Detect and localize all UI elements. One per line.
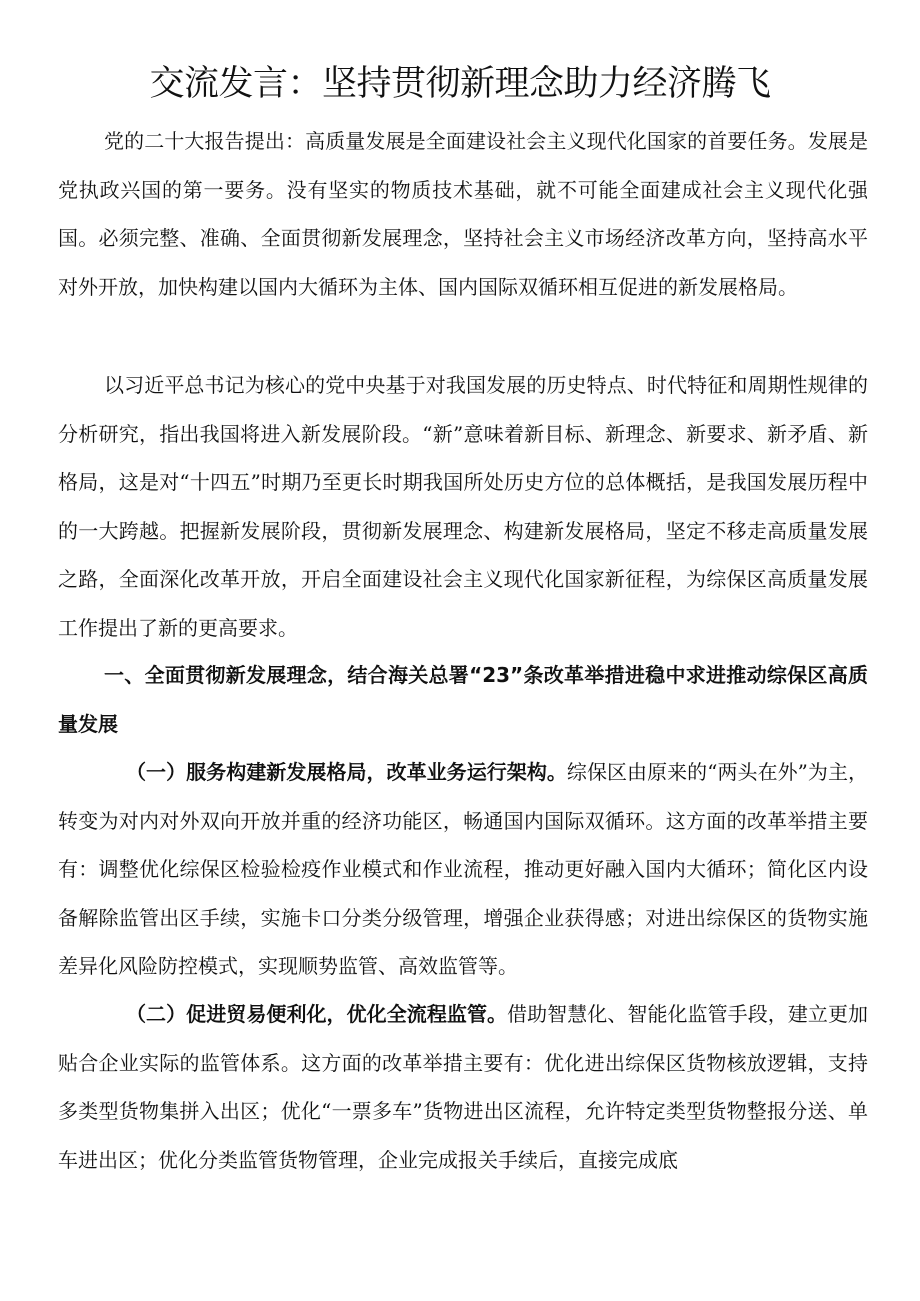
subsection-lead-1: （一）服务构建新发展格局，改革业务运行架构。: [126, 760, 567, 784]
subsection-lead-2: （二）促进贸易便利化，优化全流程监管。: [126, 1002, 508, 1026]
section-heading-1: 一、全面贯彻新发展理念，结合海关总署“23”条改革举措进稳中求进推动综保区高质量发展: [58, 663, 868, 736]
paragraph-intro: 党的二十大报告提出：高质量发展是全面建设社会主义现代化国家的首要任务。发展是党执政兴国的第一要务。没有坚实的物质技术基础，就不可能全面建成社会主义现代化强国。必须完整、准确、全面贯彻新发展理念，坚持社会主义市场经济改革方向，坚持高水平对外开放，加快构建以国内大循环为主体、国内国际双循环相互促进的新发展格局。: [58, 129, 868, 299]
subsection-paragraph-2: [58, 990, 868, 1184]
subsection-paragraph-1: [58, 748, 868, 991]
subsection-body-1: 综保区由原来的“两头在外”为主，转变为对内对外双向开放并重的经济功能区，畅通国内国际双循环。这方面的改革举措主要有：调整优化综保区检验检疫作业模式和作业流程，推动更好融入国内大循环；简化区内设备解除监管出区手续，实施卡口分类分级管理，增强企业获得感；对进出综保区的货物实施差异化风险防控模式，实现顺势监管、高效监管等。: [58, 760, 868, 978]
subsection-body-2: 借助智慧化、智能化监管手段，建立更加贴合企业实际的监管体系。这方面的改革举措主要有：优化进出综保区货物核放逻辑，支持多类型货物集拼入出区；优化“一票多车”货物进出区流程，允许特定类型货物整报分送、单车进出区；优化分类监管货物管理，企业完成报关手续后，直接完成底: [58, 1002, 869, 1172]
paragraph-new-stage: 以习近平总书记为核心的党中央基于对我国发展的历史特点、时代特征和周期性规律的分析研究，指出我国将进入新发展阶段。“新”意味着新目标、新理念、新要求、新矛盾、新格局，这是对“十四五”时期乃至更长时期我国所处历史方位的总体概括，是我国发展历程中的一大跨越。把握新发展阶段，贯彻新发展理念、构建新发展格局，坚定不移走高质量发展之路，全面深化改革开放，开启全面建设社会主义现代化国家新征程，为综保区高质量发展工作提出了新的更高要求。: [58, 373, 868, 640]
document-title: 交流发言：坚持贯彻新理念助力经济腾飞: [149, 64, 771, 104]
